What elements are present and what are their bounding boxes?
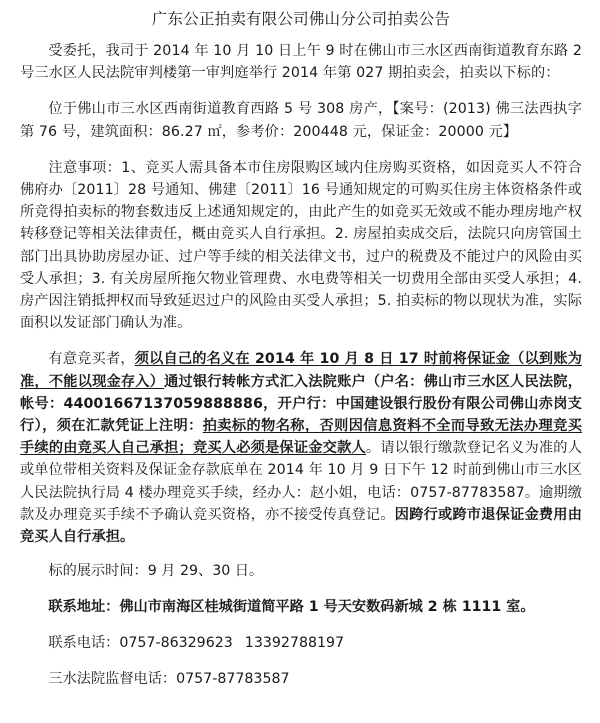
phone-line [20,632,582,654]
phone-label: 联系电话： [48,635,120,652]
bank-transfer-info: 通过银行转帐方式汇入法院账户（户名：佛山市三水区人民法院，帐号：44001667137059888886，开户行：中国建设银行股份有限公司佛山赤岗支行），须在汇款凭证上注明： [20,373,582,435]
supervisor-line [20,668,582,690]
remark-rule: 拍卖标的物名称，否则因信息资料不全而导致无法办理竞买手续的由竞买人自己承担；竞买人必须是保证金交款人 [20,418,582,457]
exhibit-line [20,560,582,582]
phone-value-2: 13392788197 [244,635,345,652]
refund-fee-rule: 因跨行或跨市退保证金费用由竞买人自行承担。 [20,506,582,546]
item-location: 位于佛山市三水区西南街道教育西路 5 号 308 房产， [48,101,393,118]
exhibit-value: 9 月 29、30 日。 [147,563,264,580]
registration-procedure: 。请以银行缴款登记名义为准的人或单位带相关资料及保证金存款底单在 2014 年 10 月 9 日下午 12 时前到佛山市三水区人民法院执行局 4 楼办理竞买手续，经办人：赵小姐，电话：0757-87783587。逾期缴款及办理竞买手续不予确认竞买资格，亦不接受传真登记。 [20,440,582,523]
item-area: 建筑面积：86.27 ㎡， [90,123,237,140]
item-paragraph [20,98,582,142]
bidders-lead: 有意竞买者， [48,351,135,368]
exhibit-label: 标的展示时间： [48,563,148,580]
address-line [20,596,582,618]
bidders-paragraph [20,348,582,548]
intro-paragraph: 受委托，我司于 2014 年 10 月 10 日上午 9 时在佛山市三水区西南街道教育东路 2 号三水区人民法院审判楼第一审判庭举行 2014 年第 027 期拍卖会，拍卖以下标的： [20,43,582,82]
notes-paragraph: 注意事项：1、竞买人需具备本市住房限购区域内住房购买资格，如因竞买人不符合佛府办〔2011〕28 号通知、佛建〔2011〕16 号通知规定的可购买住房主体资格条件或所竞得拍卖标的物套数违反上述通知规定的，由此产生的如竞买无效或不能办理房地产权转移登记等相关法律责任，概由竞买人自行承担。2. 房屋拍卖成交后，法院只向房管国土部门出具协助房屋办证、过户等手续的相关法律文书，过户的税费及不能过户的风险由买受人承担；3. 有关房屋所拖欠物业管理费、水电费等相关一切费用全部由买受人承担；4. 房产因注销抵押权而导致延迟过户的风险由买受人承担；5. 拍卖标的物以现状为准，实际面积以发证部门确认为准。 [20,159,582,332]
item-reference-price: 参考价：200448 元， [236,123,382,140]
notice-title: 广东公正拍卖有限公司佛山分公司拍卖公告 [151,10,451,28]
phone-value-1: 0757-86329623 [119,635,233,652]
deposit-rule: 须以自己的名义在 2014 年 10 月 8 日 17 时前将保证金（以到账为准，不能以现金存入） [20,351,582,390]
supervisor-label: 三水法院监督电话： [48,671,177,688]
item-deposit: 保证金：20000 元】 [381,123,518,140]
address-label: 联系地址： [48,599,120,616]
item-case-number: 【案号：(2013) 佛三法西执字第 76 号， [20,101,582,140]
supervisor-value: 0757-87783587 [176,671,290,688]
address-value: 佛山市南海区桂城街道简平路 1 号天安数码新城 2 栋 1111 室。 [119,599,535,616]
